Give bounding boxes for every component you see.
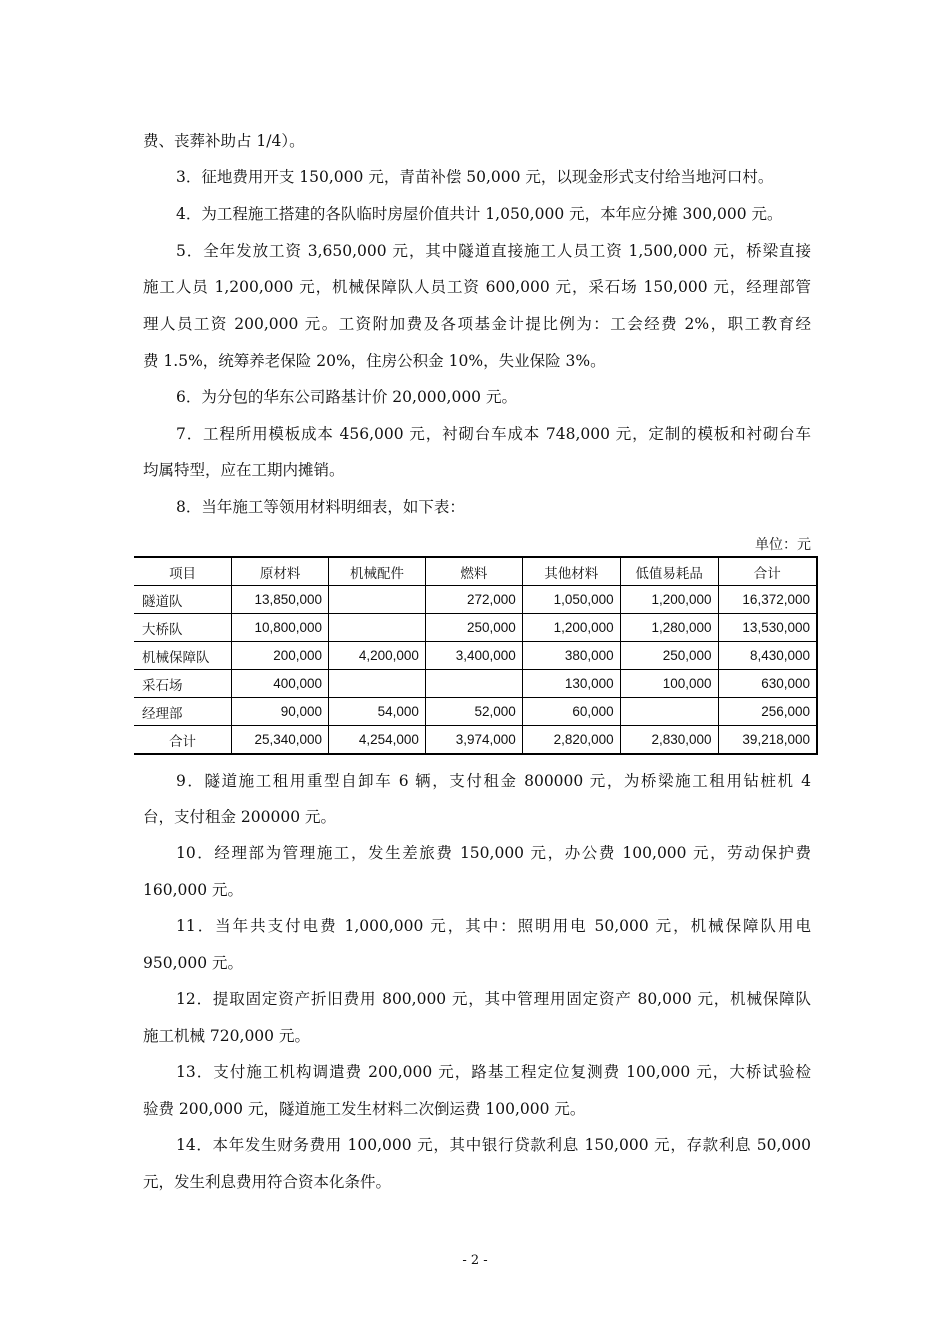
table-cell: 16,372,000 [718,586,817,614]
paragraph-line: 台，支付租金 200000 元。 [143,808,337,826]
table-cell: 54,000 [329,698,426,726]
table-total-row [134,726,817,755]
table-cell [329,614,426,642]
table-cell: 4,254,000 [329,726,426,755]
materials-table [134,556,818,755]
table-cell: 1,200,000 [522,614,620,642]
paragraph-line: 施工机械 720,000 元。 [143,1027,310,1045]
table-cell: 1,280,000 [620,614,718,642]
paragraph-line: 160,000 元。 [143,881,244,899]
paragraph-line: 6．为分包的华东公司路基计价 20,000,000 元。 [176,388,517,406]
paragraph-line: 理人员工资 200,000 元。工资附加费及各项基金计提比例为：工会经费 2%，职工教育经 [143,315,811,333]
paragraph-line: 10．经理部为管理施工，发生差旅费 150,000 元，办公费 100,000 元，劳动保护费 [176,844,811,862]
table-cell: 130,000 [522,670,620,698]
column-header: 原材料 [232,557,329,586]
table-row [134,614,817,642]
table-cell: 25,340,000 [232,726,329,755]
table-cell [329,586,426,614]
paragraph-line: 9．隧道施工租用重型自卸车 6 辆，支付租金 800000 元，为桥梁施工租用钻桩机 4 [176,772,811,790]
table-unit-note: 单位：元 [755,537,811,553]
paragraph-line: 14．本年发生财务费用 100,000 元，其中银行贷款利息 150,000 元，存款利息 50,000 [176,1136,811,1154]
column-header: 机械配件 [329,557,426,586]
page-number: - 2 - [462,1253,488,1268]
table-cell: 13,530,000 [718,614,817,642]
row-label: 采石场 [134,670,232,698]
table-cell: 272,000 [425,586,522,614]
table-cell: 250,000 [425,614,522,642]
column-header: 其他材料 [522,557,620,586]
table-cell [620,698,718,726]
row-label: 隧道队 [134,586,232,614]
table-cell [329,670,426,698]
table-cell: 2,830,000 [620,726,718,755]
row-label: 机械保障队 [134,642,232,670]
table-cell: 3,974,000 [425,726,522,755]
table-row [134,642,817,670]
row-label: 大桥队 [134,614,232,642]
table-cell: 90,000 [232,698,329,726]
table-cell: 60,000 [522,698,620,726]
table-cell: 250,000 [620,642,718,670]
paragraph-line: 费、丧葬补助占 1/4）。 [143,132,305,150]
table-row [134,698,817,726]
table-cell: 200,000 [232,642,329,670]
table-row [134,670,817,698]
table-cell: 100,000 [620,670,718,698]
table-cell: 13,850,000 [232,586,329,614]
table-cell: 630,000 [718,670,817,698]
table-cell: 1,050,000 [522,586,620,614]
paragraph-line: 验费 200,000 元，隧道施工发生材料二次倒运费 100,000 元。 [143,1100,586,1118]
paragraph-line: 元，发生利息费用符合资本化条件。 [143,1173,392,1191]
table-cell: 3,400,000 [425,642,522,670]
column-header: 项目 [134,557,232,586]
table-cell: 8,430,000 [718,642,817,670]
paragraph-line: 施工人员 1,200,000 元，机械保障队人员工资 600,000 元，采石场 150,000 元，经理部管 [143,278,811,296]
paragraph-line: 8．当年施工等领用材料明细表，如下表： [176,498,465,516]
paragraph-line: 3．征地费用开支 150,000 元，青苗补偿 50,000 元，以现金形式支付给当地河口村。 [176,168,774,186]
table-cell: 1,200,000 [620,586,718,614]
table-cell: 39,218,000 [718,726,817,755]
paragraph-line: 7．工程所用模板成本 456,000 元，衬砌台车成本 748,000 元，定制的模板和衬砌台车 [176,425,811,443]
column-header: 合计 [718,557,817,586]
table-cell: 400,000 [232,670,329,698]
paragraph-line: 950,000 元。 [143,954,244,972]
row-label: 经理部 [134,698,232,726]
paragraph-line: 4．为工程施工搭建的各队临时房屋价值共计 1,050,000 元，本年应分摊 300,000 元。 [176,205,783,223]
paragraph-line: 12．提取固定资产折旧费用 800,000 元，其中管理用固定资产 80,000 元，机械保障队 [176,990,811,1008]
table-cell [425,670,522,698]
table-cell: 256,000 [718,698,817,726]
table-cell: 10,800,000 [232,614,329,642]
paragraph-line: 5．全年发放工资 3,650,000 元，其中隧道直接施工人员工资 1,500,000 元，桥梁直接 [176,242,811,260]
table-cell: 4,200,000 [329,642,426,670]
table-header-row [134,557,817,586]
paragraph-line: 均属特型，应在工期内摊销。 [143,461,345,479]
row-label: 合计 [134,726,232,755]
table-cell: 2,820,000 [522,726,620,755]
paragraph-line: 13．支付施工机构调遣费 200,000 元，路基工程定位复测费 100,000 元，大桥试验检 [176,1063,811,1081]
paragraph-line: 11．当年共支付电费 1,000,000 元，其中：照明用电 50,000 元，机械保障队用电 [176,917,811,935]
paragraph-line: 费 1.5%，统筹养老保险 20%，住房公积金 10%，失业保险 3%。 [143,352,606,370]
table-cell: 380,000 [522,642,620,670]
table-row [134,586,817,614]
column-header: 燃料 [425,557,522,586]
column-header: 低值易耗品 [620,557,718,586]
table-cell: 52,000 [425,698,522,726]
